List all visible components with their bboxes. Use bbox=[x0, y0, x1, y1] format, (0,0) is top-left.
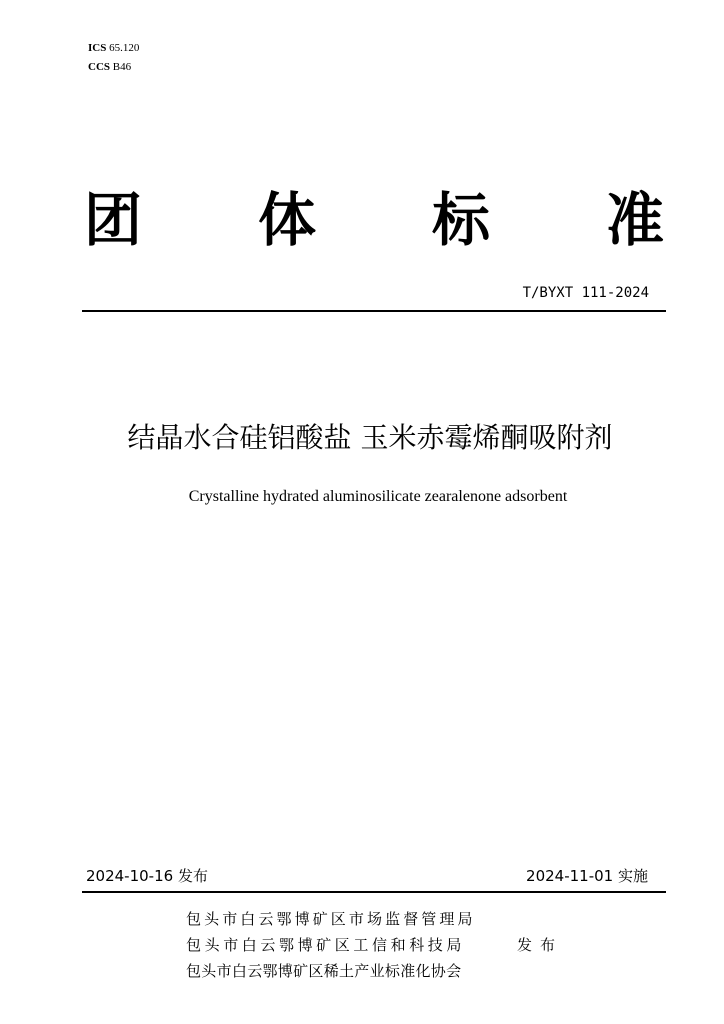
effective-date: 2024-11-01 实施 bbox=[526, 867, 648, 885]
ccs-value: B46 bbox=[112, 61, 132, 73]
issuing-organizations bbox=[186, 906, 476, 984]
document-title-english: Crystalline hydrated aluminosilicate zearalenone adsorbent bbox=[188, 488, 568, 505]
title-char: 体 bbox=[257, 186, 316, 254]
standard-type-title bbox=[84, 180, 664, 260]
ccs-classification bbox=[88, 60, 131, 74]
title-char: 团 bbox=[84, 186, 143, 254]
ics-classification bbox=[88, 41, 139, 55]
title-char: 准 bbox=[605, 186, 664, 254]
issuer-name: 包头市白云鄂博矿区稀土产业标准化协会 bbox=[186, 962, 462, 980]
issuer-name: 包头市白云鄂博矿区市场监督管理局 bbox=[186, 910, 476, 928]
issue-label: 发布 bbox=[517, 936, 564, 954]
document-title-chinese: 结晶水合硅铝酸盐 玉米赤霉烯酮吸附剂 bbox=[127, 421, 613, 454]
standard-number: T/BYXT 111-2024 bbox=[522, 285, 649, 301]
publish-date: 2024-10-16 发布 bbox=[86, 867, 208, 885]
ics-label: ICS bbox=[88, 42, 107, 54]
ics-value: 65.120 bbox=[109, 42, 140, 54]
ccs-label: CCS bbox=[88, 61, 111, 73]
top-divider bbox=[82, 310, 666, 312]
issuer-name: 包头市白云鄂博矿区工信和科技局 bbox=[186, 936, 466, 954]
bottom-divider bbox=[82, 891, 666, 893]
title-char: 标 bbox=[431, 186, 490, 254]
